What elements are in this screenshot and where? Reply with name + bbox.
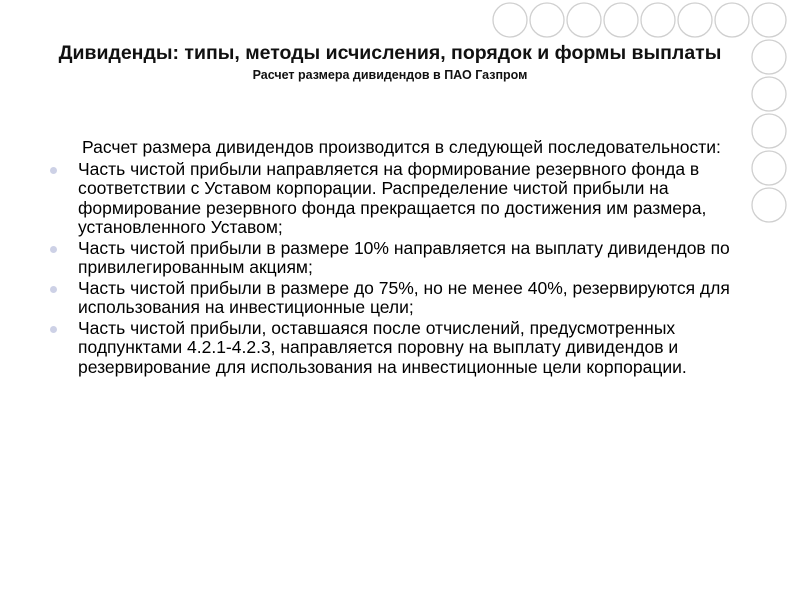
list-item	[78, 319, 758, 378]
list-item	[78, 160, 758, 238]
bullet-dot-icon	[50, 286, 57, 293]
bullet-text: Часть чистой прибыли в размере 10% направляется на выплату дивидендов по привилегированным акциям;	[78, 237, 730, 277]
slide-body	[78, 138, 758, 378]
bullet-text: Часть чистой прибыли в размере до 75%, но не менее 40%, резервируются для использования на инвестиционные цели;	[78, 277, 730, 317]
slide-header	[40, 38, 740, 83]
bullet-text: Часть чистой прибыли направляется на формирование резервного фонда в соответствии с Уставом корпорации. Распределение чистой прибыли на формирование резервного фонда прекращается по достижения им размера, установленного Уставом;	[78, 158, 707, 237]
bullet-text: Часть чистой прибыли, оставшаяся после отчислений, предусмотренных подпунктами 4.2.1-4.2.3, направляется поровну на выплату дивидендов и резервирование для использования на инвестиционные цели корпорации.	[78, 317, 687, 377]
list-item	[78, 239, 758, 278]
bullet-list	[78, 160, 758, 378]
list-item	[78, 279, 758, 318]
bullet-dot-icon	[50, 167, 57, 174]
bullet-dot-icon	[50, 326, 57, 333]
intro-paragraph: Расчет размера дивидендов производится в следующей последовательности:	[82, 137, 721, 157]
slide-title: Дивиденды: типы, методы исчисления, порядок и формы выплаты	[58, 42, 722, 64]
slide-subtitle: Расчет размера дивидендов в ПАО Газпром	[252, 68, 528, 82]
bullet-dot-icon	[50, 246, 57, 253]
